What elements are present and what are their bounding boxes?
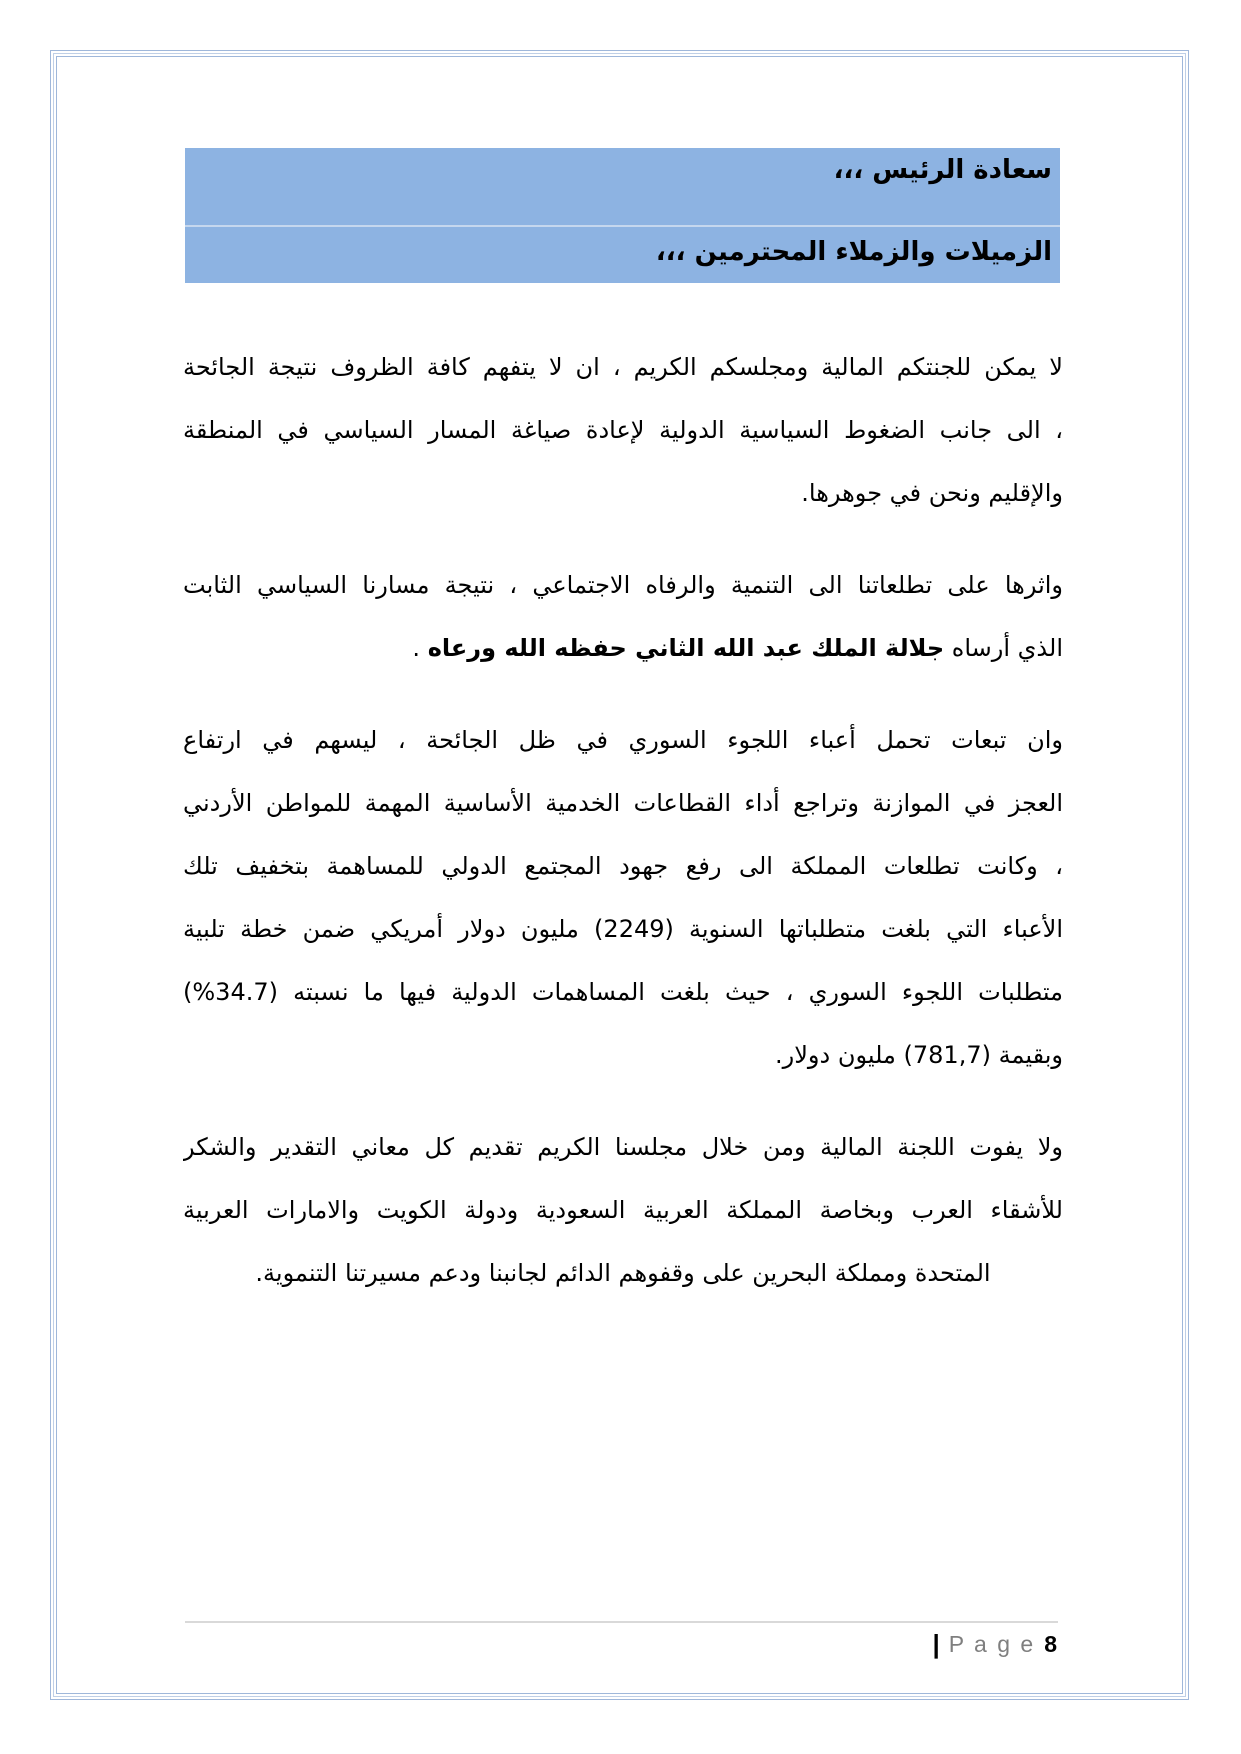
footer-page-label bbox=[932, 1628, 1057, 1660]
paragraph bbox=[183, 1116, 1063, 1305]
text-line bbox=[183, 709, 1063, 772]
text-line bbox=[183, 961, 1063, 1024]
text-line bbox=[183, 462, 1063, 525]
text-line bbox=[183, 1116, 1063, 1179]
document-body-text bbox=[183, 336, 1063, 1334]
text-line bbox=[183, 1179, 1063, 1242]
text-line bbox=[183, 772, 1063, 835]
footer-page-word: P a g e bbox=[948, 1631, 1036, 1657]
page-number: 8 bbox=[1044, 1631, 1057, 1657]
text-run: للأشقاء العرب وبخاصة المملكة العربية السعودية ودولة الكويت والامارات العربية bbox=[183, 1196, 1063, 1224]
paragraph bbox=[183, 554, 1063, 680]
text-run: . bbox=[412, 634, 428, 662]
text-run: ولا يفوت اللجنة المالية ومن خلال مجلسنا الكريم تقديم كل معاني التقدير والشكر bbox=[183, 1133, 1063, 1161]
text-line bbox=[183, 617, 1063, 680]
salutation-line-colleagues: الزميلات والزملاء المحترمين ،،، bbox=[185, 227, 1060, 283]
text-line bbox=[183, 1024, 1063, 1087]
text-run: وان تبعات تحمل أعباء اللجوء السوري في ظل الجائحة ، ليسهم في ارتفاع bbox=[183, 726, 1063, 754]
salutation-line-president: سعادة الرئيس ،،، bbox=[185, 148, 1060, 227]
text-run: لا يمكن للجنتكم المالية ومجلسكم الكريم ، ان لا يتفهم كافة الظروف نتيجة الجائحة bbox=[183, 353, 1063, 381]
footer-accent-bar: | bbox=[932, 1629, 940, 1659]
text-line bbox=[183, 554, 1063, 617]
text-run: الأعباء التي بلغت متطلباتها السنوية (2249) مليون دولار أمريكي ضمن خطة تلبية bbox=[183, 915, 1063, 943]
text-run: متطلبات اللجوء السوري ، حيث بلغت المساهمات الدولية فيها ما نسبته (34.7%) bbox=[183, 978, 1063, 1006]
text-line bbox=[183, 835, 1063, 898]
footer-divider bbox=[185, 1621, 1058, 1623]
text-line bbox=[183, 399, 1063, 462]
salutation-header bbox=[185, 148, 1060, 283]
paragraph bbox=[183, 336, 1063, 525]
text-line bbox=[183, 336, 1063, 399]
paragraph bbox=[183, 709, 1063, 1087]
text-run: وبقيمة (781,7) مليون دولار. bbox=[775, 1041, 1063, 1069]
bold-text-run: جلالة الملك عبد الله الثاني حفظه الله ورعاه bbox=[427, 634, 945, 662]
text-run: العجز في الموازنة وتراجع أداء القطاعات الخدمية الأساسية المهمة للمواطن الأردني bbox=[183, 789, 1063, 817]
text-run: والإقليم ونحن في جوهرها. bbox=[801, 479, 1063, 507]
text-run: المتحدة ومملكة البحرين على وقفوهم الدائم لجانبنا ودعم مسيرتنا التنموية. bbox=[255, 1259, 991, 1287]
text-run: واثرها على تطلعاتنا الى التنمية والرفاه الاجتماعي ، نتيجة مسارنا السياسي الثابت bbox=[183, 571, 1063, 599]
text-line bbox=[183, 898, 1063, 961]
text-run: ، الى جانب الضغوط السياسية الدولية لإعادة صياغة المسار السياسي في المنطقة bbox=[183, 416, 1063, 444]
text-line bbox=[183, 1242, 1063, 1305]
text-run: ، وكانت تطلعات المملكة الى رفع جهود المجتمع الدولي للمساهمة بتخفيف تلك bbox=[183, 852, 1063, 880]
text-run: الذي أرساه bbox=[944, 634, 1063, 662]
